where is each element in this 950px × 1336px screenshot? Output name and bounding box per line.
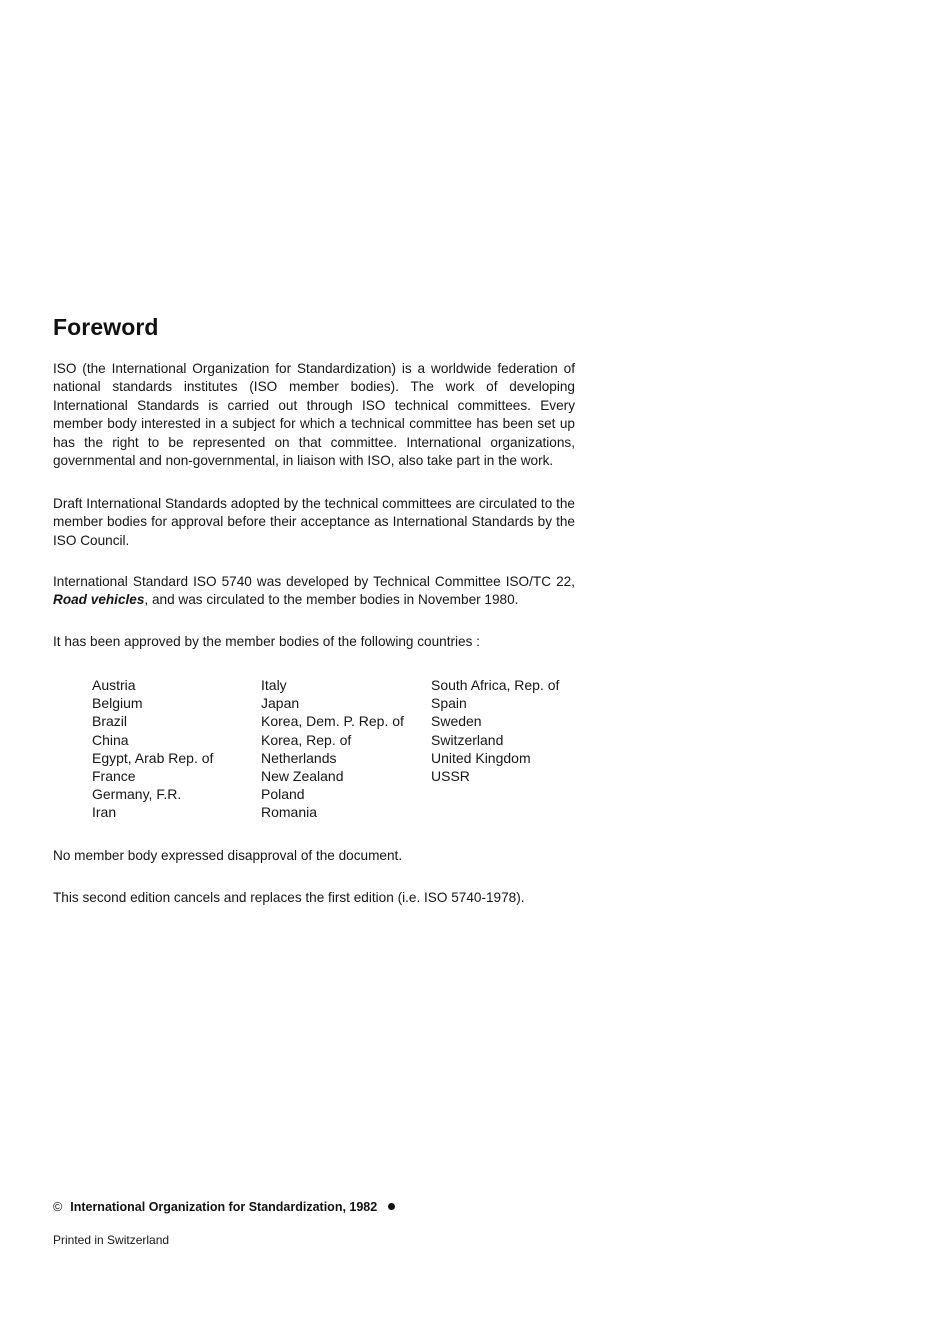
- paragraph-standard-development-tail: , and was circulated to the member bodies in November 1980.: [144, 592, 519, 608]
- country-item: Egypt, Arab Rep. of: [92, 749, 214, 766]
- country-item: France: [92, 768, 136, 785]
- paragraph-standard-development-text: International Standard ISO 5740 was developed by Technical Committee ISO/TC 22,: [53, 574, 575, 589]
- country-item: Korea, Dem. P. Rep. of: [261, 713, 404, 730]
- country-item: Japan: [261, 695, 300, 712]
- country-item: United Kingdom: [431, 749, 531, 766]
- country-column-3: [431, 676, 559, 785]
- paragraph-standard-development: [53, 573, 575, 610]
- paragraph-edition-note: This second edition cancels and replaces the first edition (i.e. ISO 5740-1978).: [53, 890, 525, 905]
- country-item: Belgium: [92, 695, 143, 712]
- country-column-2: [261, 676, 404, 822]
- country-item: Austria: [92, 677, 136, 693]
- bullet-icon: [388, 1203, 395, 1210]
- paragraph-no-disapproval: No member body expressed disapproval of the document.: [53, 848, 403, 863]
- country-item: Germany, F.R.: [92, 786, 182, 803]
- paragraph-approval: It has been approved by the member bodies of the following countries :: [53, 634, 480, 649]
- copyright-text: International Organization for Standardization, 1982: [70, 1200, 378, 1214]
- country-item: Sweden: [431, 713, 482, 730]
- country-item: Romania: [261, 804, 318, 821]
- country-item: Netherlands: [261, 749, 337, 766]
- country-item: USSR: [431, 768, 470, 785]
- country-item: New Zealand: [261, 768, 344, 785]
- country-item: Switzerland: [431, 731, 504, 748]
- committee-title: Road vehicles: [53, 592, 145, 608]
- country-item: Poland: [261, 786, 305, 803]
- paragraph-iso-intro: ISO (the International Organization for Standardization) is a worldwide federation of national standards institutes (ISO member bodies). The work of developing International Standards is carried out through ISO technical committees. Every member body interested in a subject for which a technical committee has been set up has the right to be represented on that committee. International organizations, governmental and non-governmental, in liaison with ISO, also take part in the work.: [53, 361, 575, 469]
- copyright-line: [53, 1200, 395, 1214]
- country-item: Italy: [261, 677, 287, 693]
- country-item: Brazil: [92, 713, 128, 730]
- country-column-1: [92, 676, 213, 822]
- country-item: South Africa, Rep. of: [431, 677, 560, 693]
- country-item: Iran: [92, 804, 117, 821]
- country-item: Spain: [431, 695, 467, 712]
- country-item: Korea, Rep. of: [261, 731, 352, 748]
- page-title: Foreword: [53, 314, 159, 340]
- copyright-icon: ©: [53, 1200, 63, 1214]
- printed-location: Printed in Switzerland: [53, 1233, 170, 1247]
- country-item: China: [92, 731, 129, 748]
- paragraph-draft-standards: Draft International Standards adopted by the technical committees are circulated to the member bodies for approval before their acceptance as International Standards by the ISO Council.: [53, 496, 575, 548]
